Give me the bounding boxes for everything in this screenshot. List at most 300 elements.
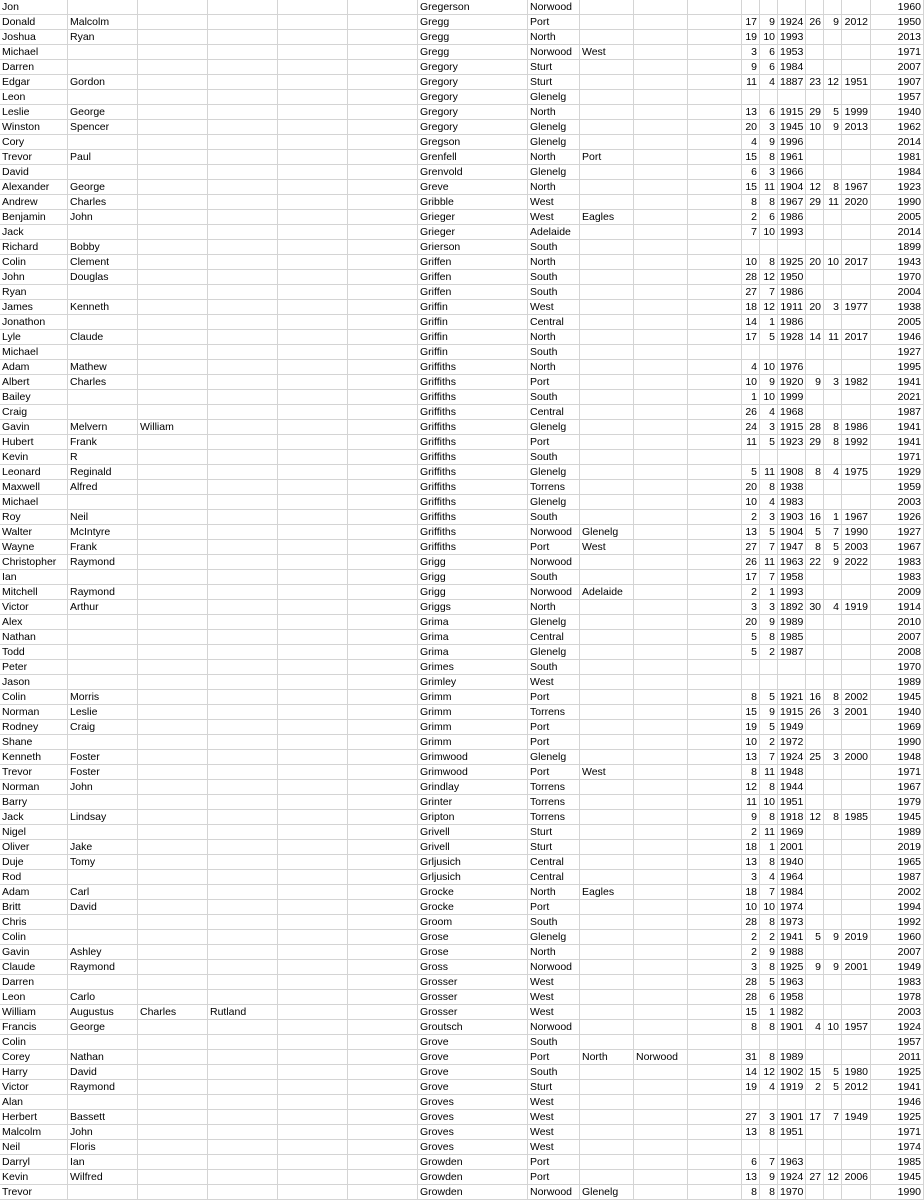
table-cell[interactable]: South: [528, 510, 580, 525]
table-cell[interactable]: 10: [742, 735, 760, 750]
table-cell[interactable]: [688, 915, 742, 930]
table-cell[interactable]: Central: [528, 855, 580, 870]
table-cell[interactable]: Raymond: [68, 1080, 138, 1095]
table-cell[interactable]: [580, 720, 634, 735]
table-cell[interactable]: [68, 930, 138, 945]
table-cell[interactable]: [634, 405, 688, 420]
table-cell[interactable]: [842, 315, 871, 330]
table-cell[interactable]: [138, 435, 208, 450]
table-cell[interactable]: 1999: [842, 105, 871, 120]
table-cell[interactable]: Craig: [68, 720, 138, 735]
table-cell[interactable]: Grindlay: [418, 780, 528, 795]
table-cell[interactable]: [278, 600, 348, 615]
table-cell[interactable]: [824, 720, 842, 735]
table-cell[interactable]: 1980: [842, 1065, 871, 1080]
table-cell[interactable]: 8: [806, 540, 824, 555]
table-cell[interactable]: [348, 750, 418, 765]
table-cell[interactable]: [68, 630, 138, 645]
table-cell[interactable]: 1971: [871, 45, 924, 60]
table-cell[interactable]: [278, 570, 348, 585]
table-cell[interactable]: [580, 1140, 634, 1155]
table-cell[interactable]: [580, 405, 634, 420]
table-cell[interactable]: [806, 165, 824, 180]
table-cell[interactable]: Reginald: [68, 465, 138, 480]
table-cell[interactable]: [634, 735, 688, 750]
table-cell[interactable]: 7: [760, 750, 778, 765]
table-cell[interactable]: 8: [760, 150, 778, 165]
table-cell[interactable]: [634, 390, 688, 405]
table-cell[interactable]: [138, 825, 208, 840]
table-cell[interactable]: 13: [742, 855, 760, 870]
table-cell[interactable]: [634, 165, 688, 180]
table-cell[interactable]: David: [68, 900, 138, 915]
table-cell[interactable]: [580, 120, 634, 135]
table-cell[interactable]: [688, 495, 742, 510]
table-cell[interactable]: [208, 300, 278, 315]
table-cell[interactable]: Darren: [0, 60, 68, 75]
table-cell[interactable]: Jason: [0, 675, 68, 690]
table-cell[interactable]: [580, 270, 634, 285]
table-cell[interactable]: Kevin: [0, 450, 68, 465]
table-cell[interactable]: [278, 720, 348, 735]
table-cell[interactable]: [208, 840, 278, 855]
table-cell[interactable]: Griffin: [418, 315, 528, 330]
table-cell[interactable]: [842, 240, 871, 255]
table-cell[interactable]: [806, 825, 824, 840]
table-cell[interactable]: Richard: [0, 240, 68, 255]
table-cell[interactable]: [68, 870, 138, 885]
table-cell[interactable]: 11: [824, 195, 842, 210]
table-cell[interactable]: Groutsch: [418, 1020, 528, 1035]
table-cell[interactable]: 26: [806, 705, 824, 720]
table-cell[interactable]: [824, 855, 842, 870]
table-cell[interactable]: 1983: [871, 975, 924, 990]
table-cell[interactable]: [348, 795, 418, 810]
table-cell[interactable]: [634, 480, 688, 495]
table-cell[interactable]: [634, 885, 688, 900]
table-cell[interactable]: [842, 1095, 871, 1110]
table-cell[interactable]: 1945: [871, 690, 924, 705]
table-cell[interactable]: [348, 825, 418, 840]
table-cell[interactable]: [278, 465, 348, 480]
table-cell[interactable]: [278, 1125, 348, 1140]
table-cell[interactable]: 1915: [778, 105, 806, 120]
table-cell[interactable]: [634, 1080, 688, 1095]
table-cell[interactable]: [278, 1050, 348, 1065]
table-cell[interactable]: Corey: [0, 1050, 68, 1065]
table-cell[interactable]: [278, 390, 348, 405]
table-cell[interactable]: Walter: [0, 525, 68, 540]
table-cell[interactable]: Grigg: [418, 585, 528, 600]
table-cell[interactable]: [138, 165, 208, 180]
table-cell[interactable]: 8: [760, 255, 778, 270]
table-cell[interactable]: R: [68, 450, 138, 465]
table-cell[interactable]: [348, 375, 418, 390]
table-cell[interactable]: [842, 570, 871, 585]
table-cell[interactable]: [580, 315, 634, 330]
table-cell[interactable]: Grimm: [418, 735, 528, 750]
table-cell[interactable]: Glenelg: [528, 420, 580, 435]
table-cell[interactable]: 2003: [871, 1005, 924, 1020]
table-cell[interactable]: [824, 405, 842, 420]
table-cell[interactable]: [806, 0, 824, 15]
table-cell[interactable]: [634, 1005, 688, 1020]
table-cell[interactable]: [742, 660, 760, 675]
table-cell[interactable]: [688, 75, 742, 90]
table-cell[interactable]: 1925: [871, 1110, 924, 1125]
table-cell[interactable]: 3: [824, 750, 842, 765]
table-cell[interactable]: [688, 690, 742, 705]
table-cell[interactable]: [278, 930, 348, 945]
table-cell[interactable]: 9: [824, 120, 842, 135]
table-cell[interactable]: Glenelg: [528, 120, 580, 135]
table-cell[interactable]: 13: [742, 105, 760, 120]
table-cell[interactable]: [688, 765, 742, 780]
table-cell[interactable]: Grocke: [418, 885, 528, 900]
table-cell[interactable]: Jack: [0, 810, 68, 825]
table-cell[interactable]: [348, 255, 418, 270]
table-cell[interactable]: 1914: [871, 600, 924, 615]
table-cell[interactable]: 1: [760, 585, 778, 600]
table-cell[interactable]: [348, 525, 418, 540]
table-cell[interactable]: [138, 315, 208, 330]
table-cell[interactable]: 16: [806, 510, 824, 525]
table-cell[interactable]: [138, 795, 208, 810]
table-cell[interactable]: [208, 105, 278, 120]
table-cell[interactable]: [278, 795, 348, 810]
table-cell[interactable]: [634, 765, 688, 780]
table-cell[interactable]: 8: [760, 480, 778, 495]
table-cell[interactable]: [842, 660, 871, 675]
table-cell[interactable]: Torrens: [528, 480, 580, 495]
table-cell[interactable]: [348, 360, 418, 375]
table-cell[interactable]: [688, 375, 742, 390]
table-cell[interactable]: Gregerson: [418, 0, 528, 15]
table-cell[interactable]: [138, 360, 208, 375]
table-cell[interactable]: [208, 45, 278, 60]
table-cell[interactable]: [806, 795, 824, 810]
table-cell[interactable]: Albert: [0, 375, 68, 390]
table-cell[interactable]: Todd: [0, 645, 68, 660]
table-cell[interactable]: Growden: [418, 1155, 528, 1170]
table-cell[interactable]: [688, 525, 742, 540]
table-cell[interactable]: 1987: [871, 870, 924, 885]
table-cell[interactable]: [138, 495, 208, 510]
table-cell[interactable]: 5: [760, 690, 778, 705]
table-cell[interactable]: 1929: [871, 465, 924, 480]
table-cell[interactable]: [634, 930, 688, 945]
table-cell[interactable]: West: [528, 300, 580, 315]
table-cell[interactable]: [348, 645, 418, 660]
table-cell[interactable]: [208, 705, 278, 720]
table-cell[interactable]: 1990: [871, 1185, 924, 1200]
table-cell[interactable]: 11: [760, 180, 778, 195]
table-cell[interactable]: [208, 660, 278, 675]
table-cell[interactable]: [778, 1140, 806, 1155]
table-cell[interactable]: John: [68, 210, 138, 225]
table-cell[interactable]: [634, 150, 688, 165]
table-cell[interactable]: North: [528, 180, 580, 195]
table-cell[interactable]: [208, 675, 278, 690]
table-cell[interactable]: 1985: [842, 810, 871, 825]
table-cell[interactable]: [806, 285, 824, 300]
table-cell[interactable]: [278, 255, 348, 270]
table-cell[interactable]: 7: [824, 1110, 842, 1125]
table-cell[interactable]: 15: [806, 1065, 824, 1080]
table-cell[interactable]: 8: [742, 1185, 760, 1200]
table-cell[interactable]: [208, 435, 278, 450]
table-cell[interactable]: Griffiths: [418, 465, 528, 480]
table-cell[interactable]: 1924: [778, 1170, 806, 1185]
table-cell[interactable]: [824, 675, 842, 690]
table-cell[interactable]: Griffiths: [418, 540, 528, 555]
table-cell[interactable]: [348, 1080, 418, 1095]
table-cell[interactable]: 1960: [871, 930, 924, 945]
table-cell[interactable]: 1904: [778, 180, 806, 195]
table-cell[interactable]: 1989: [778, 1050, 806, 1065]
table-cell[interactable]: [688, 885, 742, 900]
table-cell[interactable]: [688, 705, 742, 720]
table-cell[interactable]: [208, 165, 278, 180]
table-cell[interactable]: [806, 480, 824, 495]
table-cell[interactable]: 1941: [871, 420, 924, 435]
table-cell[interactable]: 1902: [778, 1065, 806, 1080]
table-cell[interactable]: [806, 645, 824, 660]
table-cell[interactable]: [634, 0, 688, 15]
table-cell[interactable]: 2: [806, 1080, 824, 1095]
table-cell[interactable]: [208, 75, 278, 90]
table-cell[interactable]: 1993: [778, 225, 806, 240]
table-cell[interactable]: 17: [742, 330, 760, 345]
table-cell[interactable]: [138, 465, 208, 480]
table-cell[interactable]: [842, 870, 871, 885]
table-cell[interactable]: George: [68, 180, 138, 195]
table-cell[interactable]: [278, 900, 348, 915]
table-cell[interactable]: 9: [824, 930, 842, 945]
table-cell[interactable]: 2005: [871, 315, 924, 330]
table-cell[interactable]: [348, 150, 418, 165]
table-cell[interactable]: North: [528, 360, 580, 375]
table-cell[interactable]: [580, 690, 634, 705]
table-cell[interactable]: [138, 90, 208, 105]
table-cell[interactable]: Morris: [68, 690, 138, 705]
table-cell[interactable]: [208, 900, 278, 915]
table-cell[interactable]: [348, 915, 418, 930]
table-cell[interactable]: 27: [806, 1170, 824, 1185]
table-cell[interactable]: [688, 450, 742, 465]
table-cell[interactable]: [138, 75, 208, 90]
table-cell[interactable]: [580, 1005, 634, 1020]
table-cell[interactable]: 8: [760, 630, 778, 645]
table-cell[interactable]: [138, 1095, 208, 1110]
table-cell[interactable]: Grenvold: [418, 165, 528, 180]
table-cell[interactable]: [138, 915, 208, 930]
table-cell[interactable]: 11: [742, 795, 760, 810]
table-cell[interactable]: Darryl: [0, 1155, 68, 1170]
table-cell[interactable]: [208, 555, 278, 570]
table-cell[interactable]: [842, 720, 871, 735]
table-cell[interactable]: [742, 1095, 760, 1110]
table-cell[interactable]: 22: [806, 555, 824, 570]
table-cell[interactable]: [842, 1125, 871, 1140]
table-cell[interactable]: 1976: [778, 360, 806, 375]
table-cell[interactable]: [688, 870, 742, 885]
table-cell[interactable]: [634, 1125, 688, 1140]
table-cell[interactable]: Port: [528, 540, 580, 555]
table-cell[interactable]: Donald: [0, 15, 68, 30]
table-cell[interactable]: Frank: [68, 435, 138, 450]
table-cell[interactable]: [580, 660, 634, 675]
table-cell[interactable]: 23: [806, 75, 824, 90]
table-cell[interactable]: [778, 675, 806, 690]
table-cell[interactable]: [688, 120, 742, 135]
table-cell[interactable]: [348, 570, 418, 585]
table-cell[interactable]: [208, 570, 278, 585]
table-cell[interactable]: [348, 1095, 418, 1110]
table-cell[interactable]: [68, 405, 138, 420]
table-cell[interactable]: [68, 345, 138, 360]
table-cell[interactable]: [688, 795, 742, 810]
table-cell[interactable]: 8: [824, 435, 842, 450]
table-cell[interactable]: [842, 1035, 871, 1050]
table-cell[interactable]: [634, 285, 688, 300]
table-cell[interactable]: 7: [742, 225, 760, 240]
table-cell[interactable]: 2008: [871, 645, 924, 660]
table-cell[interactable]: 28: [806, 420, 824, 435]
table-cell[interactable]: 1903: [778, 510, 806, 525]
table-cell[interactable]: [842, 150, 871, 165]
table-cell[interactable]: [634, 465, 688, 480]
table-cell[interactable]: [138, 1140, 208, 1155]
table-cell[interactable]: [634, 810, 688, 825]
table-cell[interactable]: [138, 810, 208, 825]
table-cell[interactable]: [208, 405, 278, 420]
table-cell[interactable]: 1945: [871, 1170, 924, 1185]
table-cell[interactable]: [634, 495, 688, 510]
table-cell[interactable]: Glenelg: [580, 1185, 634, 1200]
table-cell[interactable]: 2: [760, 930, 778, 945]
table-cell[interactable]: 8: [742, 765, 760, 780]
table-cell[interactable]: 1940: [871, 705, 924, 720]
table-cell[interactable]: Victor: [0, 600, 68, 615]
table-cell[interactable]: [348, 600, 418, 615]
table-cell[interactable]: 15: [742, 705, 760, 720]
table-cell[interactable]: Ian: [0, 570, 68, 585]
table-cell[interactable]: 1990: [871, 735, 924, 750]
table-cell[interactable]: [348, 135, 418, 150]
table-cell[interactable]: [806, 915, 824, 930]
table-cell[interactable]: Grivell: [418, 825, 528, 840]
table-cell[interactable]: [688, 510, 742, 525]
table-cell[interactable]: [688, 840, 742, 855]
table-cell[interactable]: [278, 225, 348, 240]
table-cell[interactable]: [842, 795, 871, 810]
table-cell[interactable]: Duje: [0, 855, 68, 870]
table-cell[interactable]: [208, 1095, 278, 1110]
table-cell[interactable]: [634, 690, 688, 705]
table-cell[interactable]: Gregson: [418, 135, 528, 150]
table-cell[interactable]: [278, 1155, 348, 1170]
table-cell[interactable]: Grivell: [418, 840, 528, 855]
table-cell[interactable]: [634, 660, 688, 675]
table-cell[interactable]: [580, 255, 634, 270]
table-cell[interactable]: 1964: [778, 870, 806, 885]
table-cell[interactable]: [760, 1035, 778, 1050]
table-cell[interactable]: [348, 510, 418, 525]
table-cell[interactable]: [688, 1020, 742, 1035]
table-cell[interactable]: 3: [760, 120, 778, 135]
table-cell[interactable]: [278, 135, 348, 150]
table-cell[interactable]: [634, 570, 688, 585]
table-cell[interactable]: [348, 300, 418, 315]
table-cell[interactable]: [208, 135, 278, 150]
table-cell[interactable]: [634, 780, 688, 795]
table-cell[interactable]: [806, 855, 824, 870]
table-cell[interactable]: [688, 960, 742, 975]
table-cell[interactable]: [208, 240, 278, 255]
table-cell[interactable]: 1901: [778, 1110, 806, 1125]
table-cell[interactable]: Jon: [0, 0, 68, 15]
table-cell[interactable]: 1908: [778, 465, 806, 480]
table-cell[interactable]: [688, 60, 742, 75]
table-cell[interactable]: [208, 90, 278, 105]
table-cell[interactable]: 1924: [871, 1020, 924, 1035]
table-cell[interactable]: Spencer: [68, 120, 138, 135]
table-cell[interactable]: 1941: [871, 435, 924, 450]
table-cell[interactable]: [688, 660, 742, 675]
table-cell[interactable]: [634, 600, 688, 615]
table-cell[interactable]: [824, 870, 842, 885]
table-cell[interactable]: [208, 390, 278, 405]
table-cell[interactable]: 8: [824, 420, 842, 435]
table-cell[interactable]: Chris: [0, 915, 68, 930]
table-cell[interactable]: [634, 675, 688, 690]
table-cell[interactable]: [688, 225, 742, 240]
table-cell[interactable]: [842, 210, 871, 225]
table-cell[interactable]: 12: [806, 180, 824, 195]
table-cell[interactable]: 1940: [778, 855, 806, 870]
table-cell[interactable]: Foster: [68, 765, 138, 780]
table-cell[interactable]: 8: [760, 915, 778, 930]
table-cell[interactable]: Ian: [68, 1155, 138, 1170]
table-cell[interactable]: [278, 375, 348, 390]
table-cell[interactable]: Torrens: [528, 705, 580, 720]
table-cell[interactable]: Nathan: [68, 1050, 138, 1065]
table-cell[interactable]: [68, 735, 138, 750]
table-cell[interactable]: 1957: [871, 90, 924, 105]
table-cell[interactable]: [138, 1020, 208, 1035]
table-cell[interactable]: [806, 945, 824, 960]
table-cell[interactable]: [138, 555, 208, 570]
table-cell[interactable]: 1949: [871, 960, 924, 975]
table-cell[interactable]: [824, 795, 842, 810]
table-cell[interactable]: [208, 30, 278, 45]
table-cell[interactable]: 1988: [778, 945, 806, 960]
table-cell[interactable]: 1919: [842, 600, 871, 615]
table-cell[interactable]: [138, 105, 208, 120]
table-cell[interactable]: [842, 645, 871, 660]
table-cell[interactable]: South: [528, 660, 580, 675]
table-cell[interactable]: 1958: [778, 570, 806, 585]
table-cell[interactable]: [278, 360, 348, 375]
table-cell[interactable]: [634, 450, 688, 465]
table-cell[interactable]: Andrew: [0, 195, 68, 210]
table-cell[interactable]: [688, 1125, 742, 1140]
table-cell[interactable]: 1941: [778, 930, 806, 945]
table-cell[interactable]: [348, 210, 418, 225]
table-cell[interactable]: [806, 735, 824, 750]
table-cell[interactable]: [806, 1155, 824, 1170]
